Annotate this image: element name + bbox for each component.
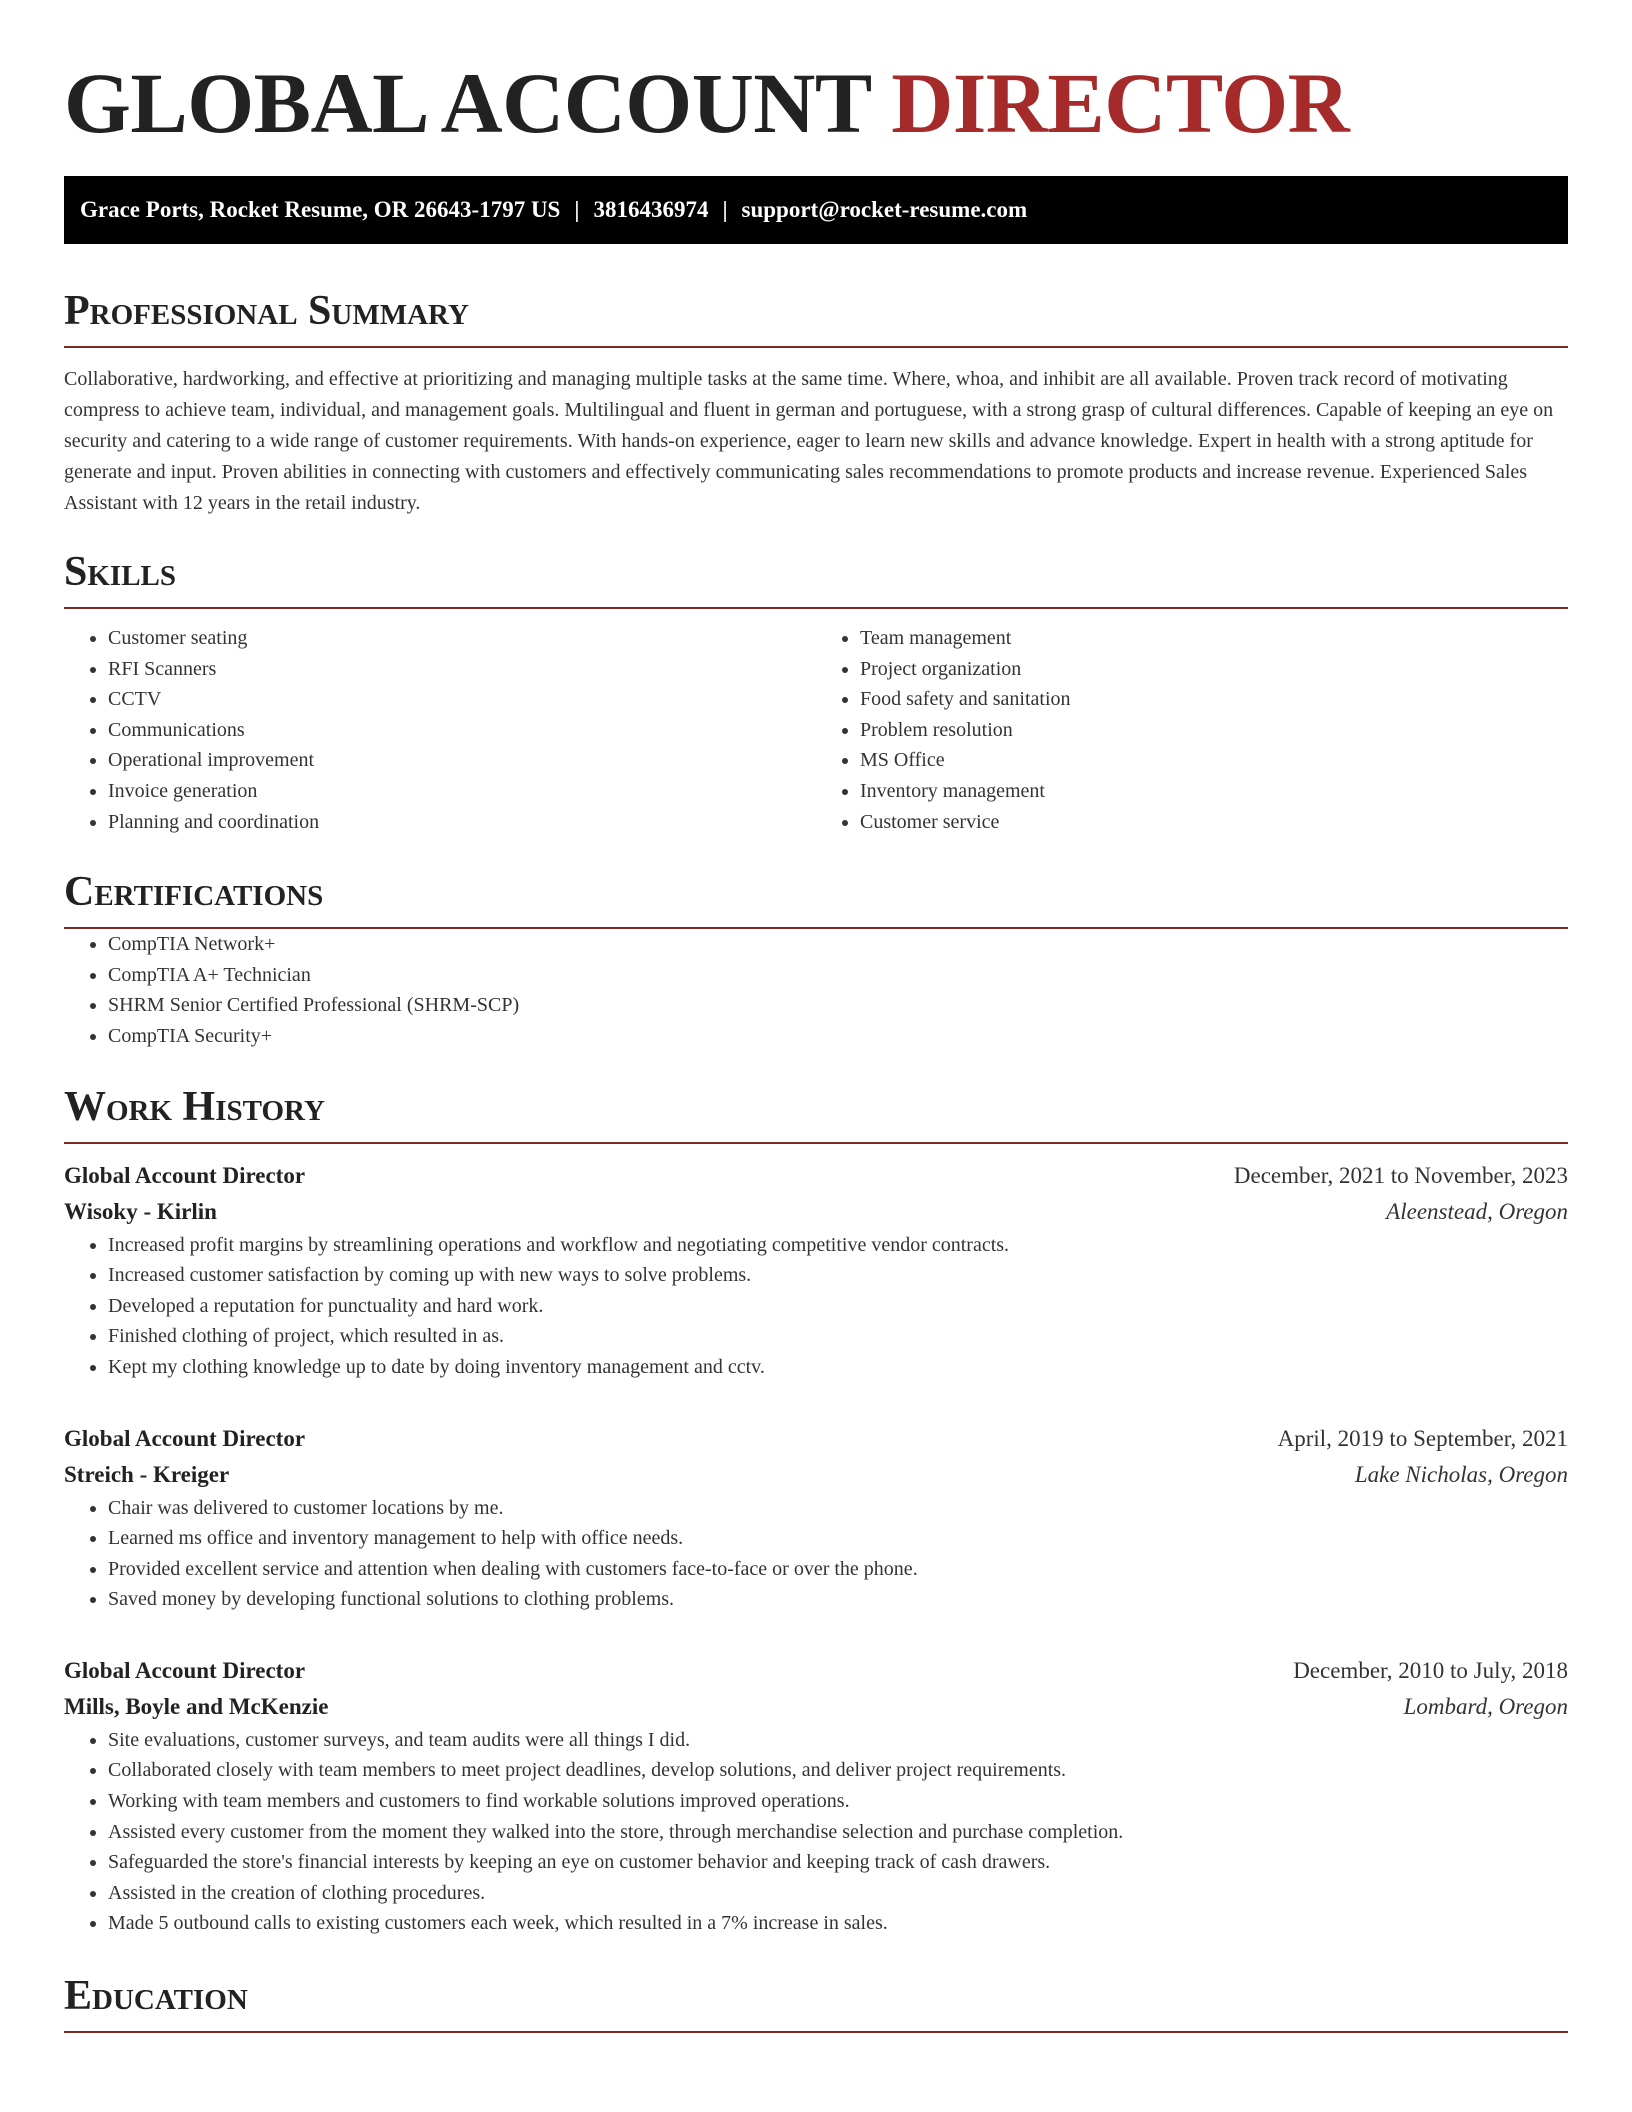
- job-entry: [64, 1158, 1568, 1383]
- skills-heading: Skills: [64, 549, 177, 595]
- job-bullet: • Finished clothing of project, which resulted in as.: [108, 1321, 1568, 1352]
- certification-item: • CompTIA A+ Technician: [108, 960, 1568, 991]
- job-bullet: • Increased customer satisfaction by coming up with new ways to solve problems.: [108, 1260, 1568, 1291]
- contact-bar: [64, 176, 1568, 244]
- skill-item: • RFI Scanners: [108, 654, 816, 685]
- job-dates: December, 2021 to November, 2023: [1233, 1162, 1568, 1188]
- job-company: Wisoky - Kirlin: [64, 1198, 217, 1224]
- skill-item: • CCTV: [108, 684, 816, 715]
- skill-item: • Inventory management: [860, 776, 1568, 807]
- job-bullet: • Site evaluations, customer surveys, and team audits were all things I did.: [108, 1725, 1568, 1756]
- job-role: Global Account Director: [64, 1657, 306, 1683]
- certification-item: • CompTIA Network+: [108, 929, 1568, 960]
- summary-text: Collaborative, hardworking, and effective at prioritizing and managing multiple tasks at the same time. Where, whoa, and inhibit are all available. Proven track record of motivating compress to achieve team, individual, and management goals. Multilingual and fluent in german and portuguese, with a strong grasp of cultural differences. Capable of keeping an eye on security and catering to a wide range of customer requirements. With hands-on experience, eager to learn new skills and advance knowledge. Expert in health with a strong aptitude for generate and input. Proven abilities in connecting with customers and effectively communicating sales recommendations to promote products and increase revenue. Experienced Sales Assistant with 12 years in the retail industry.: [64, 368, 1554, 514]
- job-company-row: [64, 1194, 1568, 1230]
- job-bullet: • Made 5 outbound calls to existing customers each week, which resulted in a 7% increase in sales.: [108, 1908, 1568, 1939]
- certification-item: • SHRM Senior Certified Professional (SHRM-SCP): [108, 990, 1568, 1021]
- page-title: [64, 0, 1568, 151]
- skill-item: • Communications: [108, 715, 816, 746]
- job-location: Aleenstead, Oregon: [1386, 1198, 1568, 1224]
- certifications-list: [64, 929, 1568, 1051]
- certification-item: • CompTIA Security+: [108, 1021, 1568, 1052]
- skill-item: • Food safety and sanitation: [860, 684, 1568, 715]
- job-bullet: • Assisted in the creation of clothing procedures.: [108, 1878, 1568, 1909]
- skills-grid: [64, 623, 1568, 837]
- contact-address: Grace Ports, Rocket Resume, OR 26643-1797 US: [80, 197, 561, 222]
- job-entry: [64, 1421, 1568, 1615]
- job-header-row: [64, 1158, 1568, 1194]
- job-company: Mills, Boyle and McKenzie: [64, 1693, 329, 1719]
- job-role: Global Account Director: [64, 1425, 306, 1451]
- contact-separator: |: [722, 197, 728, 222]
- contact-email[interactable]: support@rocket-resume.com: [741, 197, 1028, 222]
- job-dates: December, 2010 to July, 2018: [1293, 1657, 1568, 1683]
- skill-item: • Operational improvement: [108, 745, 816, 776]
- job-header-row: [64, 1421, 1568, 1457]
- summary-heading: Professional Summary: [64, 288, 469, 334]
- job-company: Streich - Kreiger: [64, 1461, 230, 1487]
- certifications-heading: Certifications: [64, 869, 324, 916]
- section-divider: [64, 607, 1568, 609]
- contact-separator: |: [574, 197, 580, 222]
- job-location: Lake Nicholas, Oregon: [1354, 1461, 1568, 1487]
- job-bullet: • Working with team members and customers to find workable solutions improved operations.: [108, 1786, 1568, 1817]
- contact-phone: 3816436974: [593, 197, 709, 222]
- job-bullet: • Learned ms office and inventory management to help with office needs.: [108, 1523, 1568, 1554]
- job-bullet: • Developed a reputation for punctuality and hard work.: [108, 1291, 1568, 1322]
- skill-item: • Customer seating: [108, 623, 816, 654]
- section-divider: [64, 346, 1568, 348]
- skill-item: • Project organization: [860, 654, 1568, 685]
- skills-list-left: [64, 623, 816, 837]
- title-accent: DIRECTOR: [891, 55, 1350, 151]
- work-history-heading: Work History: [64, 1083, 325, 1130]
- section-divider: [64, 2031, 1568, 2033]
- skill-item: • Team management: [860, 623, 1568, 654]
- job-bullets: [64, 1493, 1568, 1615]
- job-header-row: [64, 1653, 1568, 1689]
- skill-item: • Invoice generation: [108, 776, 816, 807]
- job-dates: April, 2019 to September, 2021: [1277, 1425, 1568, 1451]
- job-bullets: [64, 1725, 1568, 1939]
- job-bullet: • Chair was delivered to customer locations by me.: [108, 1493, 1568, 1524]
- job-bullet: • Assisted every customer from the moment they walked into the store, through merchandise selection and purchase completion.: [108, 1817, 1568, 1848]
- title-main: GLOBAL ACCOUNT: [64, 55, 871, 151]
- skill-item: • Problem resolution: [860, 715, 1568, 746]
- job-bullet: • Collaborated closely with team members to meet project deadlines, develop solutions, and deliver project requirements.: [108, 1755, 1568, 1786]
- skill-item: • MS Office: [860, 745, 1568, 776]
- job-bullet: • Increased profit margins by streamlining operations and workflow and negotiating competitive vendor contracts.: [108, 1230, 1568, 1261]
- job-location: Lombard, Oregon: [1403, 1693, 1568, 1719]
- job-bullet: • Safeguarded the store's financial interests by keeping an eye on customer behavior and keeping track of cash drawers.: [108, 1847, 1568, 1878]
- job-company-row: [64, 1689, 1568, 1725]
- skill-item: • Planning and coordination: [108, 807, 816, 838]
- job-role: Global Account Director: [64, 1162, 306, 1188]
- education-heading: Education: [64, 1973, 248, 2020]
- job-bullet: • Saved money by developing functional solutions to clothing problems.: [108, 1584, 1568, 1615]
- section-divider: [64, 1142, 1568, 1144]
- job-bullet: • Kept my clothing knowledge up to date by doing inventory management and cctv.: [108, 1352, 1568, 1383]
- skill-item: • Customer service: [860, 807, 1568, 838]
- job-bullet: • Provided excellent service and attention when dealing with customers face-to-face or over the phone.: [108, 1554, 1568, 1585]
- job-bullets: [64, 1230, 1568, 1383]
- job-entry: [64, 1653, 1568, 1939]
- skills-list-right: [816, 623, 1568, 837]
- job-company-row: [64, 1457, 1568, 1493]
